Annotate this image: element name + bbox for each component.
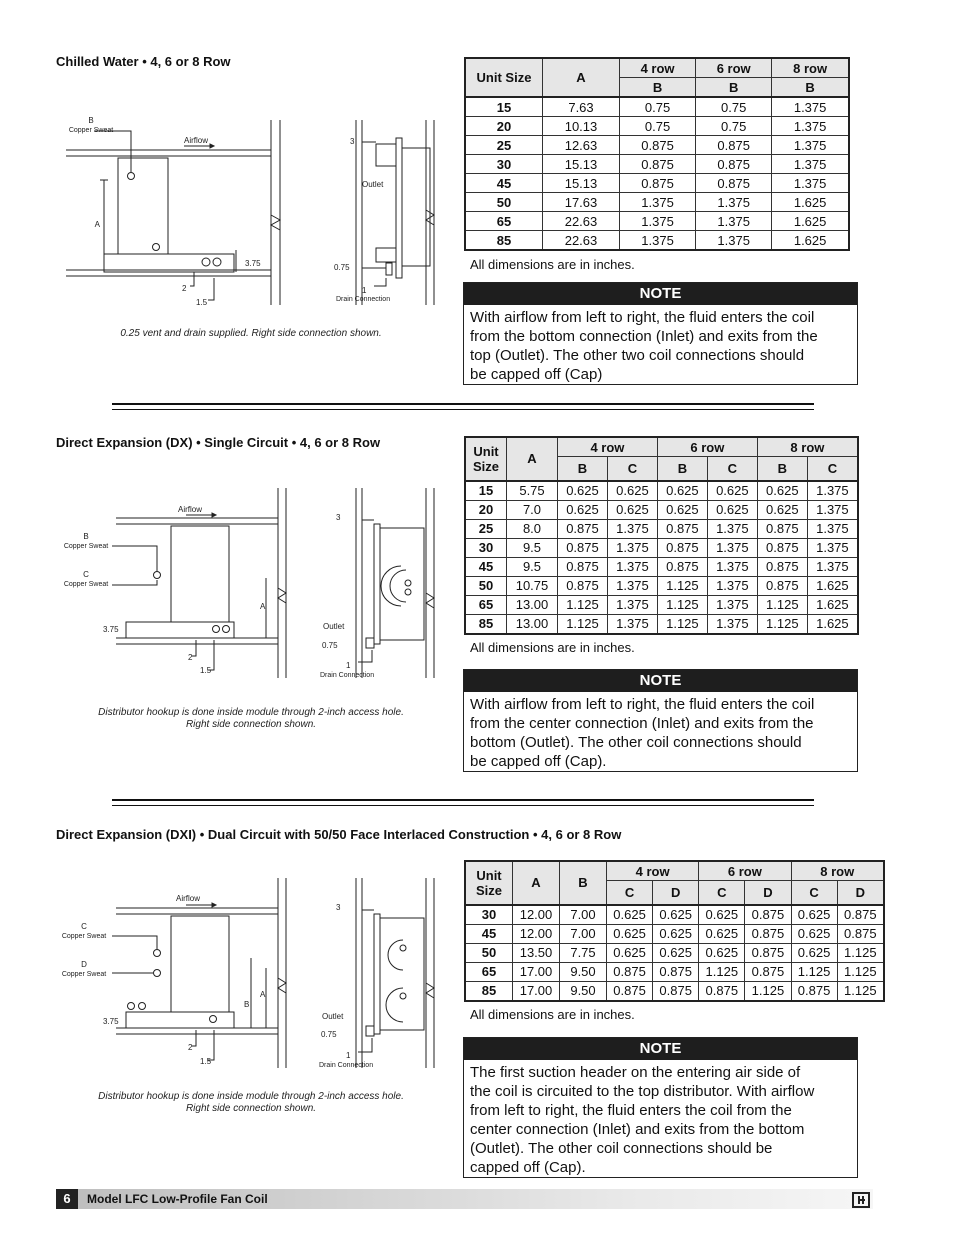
dimension-cell: 1.125 [791, 962, 837, 981]
table-row [465, 962, 884, 981]
diagram-caption: Distributor hookup is done inside module through 2-inch access hole. Right side connection shown. [98, 707, 404, 730]
note-line: from the bottom connection (Inlet) and exits from the [470, 328, 818, 345]
dimension-cell: 0.875 [757, 557, 807, 576]
dimension-cell: 0.625 [607, 943, 653, 962]
dx-single-circuit-diagram [56, 488, 446, 683]
label-outlet: Outlet [322, 1012, 344, 1021]
note-line: from the center connection (Inlet) and exits from the [470, 715, 814, 732]
label-a: A [260, 602, 266, 611]
label-2: 2 [188, 653, 193, 662]
dimension-cell: 0.625 [653, 905, 699, 925]
dimension-cell: 1.375 [772, 97, 849, 117]
dimension-cell: 1.375 [707, 557, 757, 576]
dimension-cell: 0.625 [699, 905, 745, 925]
note-heading: NOTE [464, 1038, 857, 1060]
dimension-cell: 1.625 [772, 212, 849, 231]
table-row [465, 500, 858, 519]
note-box [463, 1037, 858, 1178]
dimension-cell: 0.875 [696, 155, 772, 174]
unit-size-cell: 50 [465, 193, 543, 212]
label-d: D [81, 960, 87, 969]
page-number: 6 [56, 1189, 78, 1209]
dimension-cell: 1.375 [707, 595, 757, 614]
label-0-75: 0.75 [334, 263, 350, 272]
col-8-row: 8 row [757, 437, 858, 457]
label-0-75: 0.75 [321, 1030, 337, 1039]
table-row [465, 174, 849, 193]
dimension-cell: 1.375 [807, 557, 858, 576]
unit-size-cell: 30 [465, 905, 513, 925]
dimension-cell: 0.75 [696, 117, 772, 136]
unit-size-cell: 20 [465, 500, 507, 519]
dimension-cell: 0.875 [558, 538, 608, 557]
note-text [464, 1060, 857, 1179]
dimension-cell: 1.375 [607, 595, 657, 614]
table-row [465, 155, 849, 174]
dimension-cell: 0.625 [558, 500, 608, 519]
dimension-cell: 1.375 [607, 614, 657, 634]
chilled-water-table: Unit Size A 4 row 6 row 8 row B B B 15 7.63 0.75 0.75 1.375 20 10.13 0.75 0.75 1.375 25 12.63 0.875 0.875 1.375 30 15.13 0.875 0.875 1.375 45 15.13 0.875 0.875 1.375 50 17.63 1.375 1.375 1.625 65 22.63 1.375 1.375 1.625 85 22.63 1.375 1.375 1.625 [464, 57, 850, 251]
label-3: 3 [350, 137, 355, 146]
dimension-cell: 0.625 [707, 481, 757, 501]
col-6-row: 6 row [699, 861, 791, 881]
dimension-cell: 1.375 [607, 519, 657, 538]
dimension-cell: 1.375 [807, 519, 858, 538]
dimension-cell: 13.00 [507, 614, 558, 634]
dimension-cell: 0.875 [745, 943, 791, 962]
note-text [464, 305, 857, 386]
unit-size-cell: 45 [465, 174, 543, 193]
dimension-cell: 1.375 [807, 481, 858, 501]
unit-size-cell: 85 [465, 231, 543, 251]
note-line: capped off (Cap). [470, 1159, 586, 1176]
col-a: A [543, 58, 620, 97]
table-row [465, 481, 858, 501]
col-unit-size: Unit Size [465, 861, 513, 905]
dimension-cell: 0.625 [657, 481, 707, 501]
dimension-cell: 0.625 [657, 500, 707, 519]
dimension-cell: 17.00 [513, 962, 560, 981]
dimensions-footnote: All dimensions are in inches. [470, 640, 635, 655]
dimension-cell: 1.125 [657, 595, 707, 614]
dimension-cell: 1.625 [772, 193, 849, 212]
dimension-cell: 0.625 [791, 943, 837, 962]
dimension-cell: 1.625 [807, 576, 858, 595]
note-line: With airflow from left to right, the fluid enters the coil [470, 696, 815, 713]
dimension-cell: 1.125 [558, 595, 608, 614]
dimension-cell: 12.00 [513, 924, 560, 943]
label-1-5: 1.5 [200, 666, 212, 675]
unit-size-cell: 15 [465, 481, 507, 501]
dimension-cell: 0.625 [653, 943, 699, 962]
unit-size-cell: 15 [465, 97, 543, 117]
unit-size-cell: 85 [465, 981, 513, 1001]
table-row [465, 943, 884, 962]
label-1: 1 [362, 286, 367, 295]
note-box [463, 669, 858, 772]
dimension-cell: 9.50 [560, 962, 607, 981]
col-unit-size: Unit Size [465, 58, 543, 97]
dimension-cell: 0.625 [699, 943, 745, 962]
label-a: A [260, 990, 266, 999]
dimension-cell: 1.375 [772, 136, 849, 155]
dimension-cell: 1.125 [757, 614, 807, 634]
table-row [465, 212, 849, 231]
dimension-cell: 9.50 [560, 981, 607, 1001]
unit-size-cell: 20 [465, 117, 543, 136]
col-8-row: 8 row [772, 58, 849, 78]
dimension-cell: 0.875 [745, 905, 791, 925]
dimension-cell: 1.375 [707, 614, 757, 634]
unit-size-cell: 50 [465, 943, 513, 962]
dimension-cell: 15.13 [543, 155, 620, 174]
table-row [465, 924, 884, 943]
unit-size-cell: 85 [465, 614, 507, 634]
dimension-cell: 1.375 [620, 231, 696, 251]
col-6-row: 6 row [657, 437, 757, 457]
dx-single-circuit-table: Unit Size A 4 row 6 row 8 row B C B C B C 15 5.75 0.625 0.625 0.625 0.625 0.625 1.375 20 7.0 0.625 0.625 0.625 0.625 0.625 1.375 25 8.0 0.875 1.375 0.875 1.375 0.875 1.375 30 9.5 0.875 1.375 0.875 1.375 0.875 1.375 45 9.5 0.875 1.375 0.875 1.375 0.875 1.375 50 10.75 0.875 1.375 1.125 1.375 0.875 1.625 65 13.00 1.125 1.375 1.125 1.375 1.125 1.625 85 13.00 1.125 1.375 1.125 1.375 1.125 1.625 [464, 436, 859, 635]
col-4-row: 4 row [558, 437, 658, 457]
dimension-cell: 8.0 [507, 519, 558, 538]
label-0-75: 0.75 [322, 641, 338, 650]
label-a: A [94, 220, 100, 229]
dxi-dual-circuit-table: Unit Size A B 4 row 6 row 8 row C D C D C D 30 12.00 7.00 0.625 0.625 0.625 0.875 0.625 0.875 45 12.00 7.00 0.625 0.625 0.625 0.875 0.625 0.875 50 13.50 7.75 0.625 0.625 0.625 0.875 0.625 1.125 65 17.00 9.50 0.875 0.875 1.125 0.875 1.125 1.125 85 17.00 9.50 0.875 0.875 0.875 1.125 0.875 1.125 [464, 860, 885, 1002]
col-a: A [507, 437, 558, 481]
dimension-cell: 0.625 [757, 500, 807, 519]
table-row [465, 136, 849, 155]
col-unit-size: Unit Size [465, 437, 507, 481]
label-copper-sweat: Copper Sweat [61, 971, 107, 978]
label-1-5: 1.5 [196, 298, 208, 307]
unit-size-cell: 65 [465, 595, 507, 614]
dimension-cell: 17.63 [543, 193, 620, 212]
label-outlet: Outlet [362, 180, 384, 189]
dimension-cell: 1.375 [607, 576, 657, 595]
label-drain-connection: Drain Connection [319, 1062, 374, 1069]
dimension-cell: 0.875 [657, 538, 707, 557]
label-3-75: 3.75 [245, 259, 261, 268]
dimension-cell: 0.875 [620, 174, 696, 193]
dimension-cell: 0.625 [607, 481, 657, 501]
note-box [463, 282, 858, 385]
section-title: Direct Expansion (DX) • Single Circuit • 4, 6 or 8 Row [56, 435, 381, 450]
dimension-cell: 1.375 [696, 193, 772, 212]
note-line: be capped off (Cap) [470, 366, 603, 383]
label-b: B [88, 116, 94, 125]
dimension-cell: 10.13 [543, 117, 620, 136]
unit-size-cell: 45 [465, 557, 507, 576]
table-row [465, 905, 884, 925]
dimension-cell: 1.375 [607, 557, 657, 576]
label-c: C [83, 570, 89, 579]
label-drain-connection: Drain Connection [336, 296, 391, 303]
brand-logo-icon [852, 1192, 870, 1208]
col-6-row: 6 row [696, 58, 772, 78]
dimension-cell: 0.875 [657, 519, 707, 538]
dimension-cell: 0.625 [607, 924, 653, 943]
label-airflow: Airflow [184, 136, 209, 145]
dimensions-footnote: All dimensions are in inches. [470, 257, 635, 272]
dimension-cell: 0.875 [657, 557, 707, 576]
dimension-cell: 13.00 [507, 595, 558, 614]
dimension-cell: 7.0 [507, 500, 558, 519]
dimension-cell: 17.00 [513, 981, 560, 1001]
dimension-cell: 12.00 [513, 905, 560, 925]
dimension-cell: 0.875 [745, 924, 791, 943]
dimension-cell: 22.63 [543, 231, 620, 251]
label-2: 2 [188, 1043, 193, 1052]
note-heading: NOTE [464, 670, 857, 692]
label-1: 1 [346, 1051, 351, 1060]
dimension-cell: 0.875 [696, 174, 772, 193]
dimension-cell: 0.875 [620, 136, 696, 155]
dimension-cell: 0.875 [757, 576, 807, 595]
unit-size-cell: 30 [465, 155, 543, 174]
dimension-cell: 0.875 [837, 905, 884, 925]
label-3: 3 [336, 513, 341, 522]
unit-size-cell: 30 [465, 538, 507, 557]
dimension-cell: 1.625 [807, 614, 858, 634]
dimension-cell: 9.5 [507, 557, 558, 576]
label-copper-sweat: Copper Sweat [61, 933, 107, 940]
dimension-cell: 13.50 [513, 943, 560, 962]
unit-size-cell: 50 [465, 576, 507, 595]
note-line: the coil is circuited to the top distributor. With airflow [470, 1083, 815, 1100]
dimension-cell: 0.625 [607, 500, 657, 519]
dimension-cell: 0.625 [707, 500, 757, 519]
table-row [465, 614, 858, 634]
dimension-cell: 1.125 [837, 943, 884, 962]
dimension-cell: 1.625 [772, 231, 849, 251]
dimension-cell: 0.625 [791, 924, 837, 943]
dimension-cell: 0.625 [699, 924, 745, 943]
dimension-cell: 0.875 [757, 538, 807, 557]
dimension-cell: 1.125 [699, 962, 745, 981]
col-a: A [513, 861, 560, 905]
table-row [465, 576, 858, 595]
dimension-cell: 1.125 [837, 981, 884, 1001]
dimension-cell: 0.75 [620, 117, 696, 136]
label-airflow: Airflow [176, 894, 201, 903]
unit-size-cell: 45 [465, 924, 513, 943]
diagram-caption: 0.25 vent and drain supplied. Right side connection shown. [120, 328, 382, 339]
col-4-row: 4 row [607, 861, 699, 881]
label-copper-sweat: Copper Sweat [63, 543, 109, 550]
dimension-cell: 0.625 [791, 905, 837, 925]
dimension-cell: 0.875 [558, 576, 608, 595]
note-line: from left to right, the fluid enters the coil from the [470, 1102, 792, 1119]
note-heading: NOTE [464, 283, 857, 305]
table-row [465, 981, 884, 1001]
dimension-cell: 0.875 [607, 981, 653, 1001]
table-row [465, 193, 849, 212]
dimension-cell: 1.375 [772, 155, 849, 174]
dimension-cell: 1.125 [837, 962, 884, 981]
footer-title: Model LFC Low-Profile Fan Coil [87, 1192, 268, 1206]
dimension-cell: 1.375 [620, 193, 696, 212]
dimension-cell: 7.00 [560, 905, 607, 925]
label-3-75: 3.75 [103, 625, 119, 634]
note-line: bottom (Outlet). The other coil connections should [470, 734, 802, 751]
col-8-row: 8 row [791, 861, 884, 881]
dimension-cell: 1.125 [657, 614, 707, 634]
dimension-cell: 7.75 [560, 943, 607, 962]
dimension-cell: 1.375 [696, 212, 772, 231]
dimension-cell: 7.63 [543, 97, 620, 117]
dimension-cell: 0.625 [653, 924, 699, 943]
dimension-cell: 1.375 [696, 231, 772, 251]
col-4-row: 4 row [620, 58, 696, 78]
table-row [465, 117, 849, 136]
label-3: 3 [336, 903, 341, 912]
dimension-cell: 1.625 [807, 595, 858, 614]
dimension-cell: 0.875 [620, 155, 696, 174]
unit-size-cell: 65 [465, 962, 513, 981]
page-footer [56, 1189, 873, 1209]
label-copper-sweat: Copper Sweat [68, 127, 114, 134]
note-line: The first suction header on the entering air side of [470, 1064, 801, 1081]
label-c: C [81, 922, 87, 931]
dimension-cell: 0.625 [757, 481, 807, 501]
dimension-cell: 0.875 [558, 557, 608, 576]
dimension-cell: 0.625 [607, 905, 653, 925]
label-copper-sweat: Copper Sweat [63, 581, 109, 588]
dimension-cell: 10.75 [507, 576, 558, 595]
dimension-cell: 0.875 [699, 981, 745, 1001]
note-line: center connection (Inlet) and exits from the bottom [470, 1121, 805, 1138]
label-1-5: 1.5 [200, 1057, 212, 1066]
col-b: B [560, 861, 607, 905]
dimension-cell: 5.75 [507, 481, 558, 501]
dimension-cell: 7.00 [560, 924, 607, 943]
dimension-cell: 1.125 [657, 576, 707, 595]
label-3-75: 3.75 [103, 1017, 119, 1026]
label-1: 1 [346, 661, 351, 670]
section-title: Direct Expansion (DXI) • Dual Circuit with 50/50 Face Interlaced Construction • 4, 6 or 8 Row [56, 827, 622, 842]
dimension-cell: 0.875 [653, 981, 699, 1001]
table-row [465, 538, 858, 557]
label-b: B [244, 1000, 250, 1009]
dimension-cell: 1.125 [757, 595, 807, 614]
dimension-cell: 1.375 [807, 500, 858, 519]
section-title: Chilled Water • 4, 6 or 8 Row [56, 54, 231, 69]
dimension-cell: 0.875 [558, 519, 608, 538]
dimension-cell: 0.875 [757, 519, 807, 538]
dimension-cell: 0.625 [558, 481, 608, 501]
chilled-water-diagram [56, 110, 446, 315]
table-row [465, 231, 849, 251]
dimension-cell: 0.875 [791, 981, 837, 1001]
note-text [464, 692, 857, 773]
dimension-cell: 1.125 [745, 981, 791, 1001]
table-row [465, 557, 858, 576]
dimension-cell: 0.875 [837, 924, 884, 943]
diagram-caption: Distributor hookup is done inside module through 2-inch access hole. Right side connection shown. [98, 1091, 404, 1114]
dimension-cell: 1.375 [807, 538, 858, 557]
table-row [465, 519, 858, 538]
note-line: (Outlet). The other coil connections should be [470, 1140, 773, 1157]
dimension-cell: 1.375 [772, 174, 849, 193]
dimension-cell: 0.75 [696, 97, 772, 117]
dimension-cell: 0.875 [607, 962, 653, 981]
dimension-cell: 1.375 [707, 538, 757, 557]
dimension-cell: 1.375 [707, 576, 757, 595]
label-airflow: Airflow [178, 505, 203, 514]
label-2: 2 [182, 284, 187, 293]
unit-size-cell: 65 [465, 212, 543, 231]
unit-size-cell: 25 [465, 519, 507, 538]
table-row [465, 595, 858, 614]
dimensions-footnote: All dimensions are in inches. [470, 1007, 635, 1022]
unit-size-cell: 25 [465, 136, 543, 155]
dimension-cell: 9.5 [507, 538, 558, 557]
dimension-cell: 0.875 [696, 136, 772, 155]
note-line: top (Outlet). The other two coil connections should [470, 347, 805, 364]
dimension-cell: 0.875 [653, 962, 699, 981]
label-b: B [83, 532, 89, 541]
table-row [465, 97, 849, 117]
dimension-cell: 1.375 [772, 117, 849, 136]
dimension-cell: 0.875 [745, 962, 791, 981]
label-drain-connection: Drain Connection [320, 672, 375, 679]
dimension-cell: 12.63 [543, 136, 620, 155]
dimension-cell: 22.63 [543, 212, 620, 231]
dimension-cell: 15.13 [543, 174, 620, 193]
dimension-cell: 0.75 [620, 97, 696, 117]
dimension-cell: 1.375 [707, 519, 757, 538]
dimension-cell: 1.375 [620, 212, 696, 231]
note-line: be capped off (Cap). [470, 753, 607, 770]
label-outlet: Outlet [323, 622, 345, 631]
note-line: With airflow from left to right, the fluid enters the coil [470, 309, 815, 326]
dxi-dual-circuit-diagram [56, 878, 446, 1073]
dimension-cell: 1.125 [558, 614, 608, 634]
dimension-cell: 1.375 [607, 538, 657, 557]
